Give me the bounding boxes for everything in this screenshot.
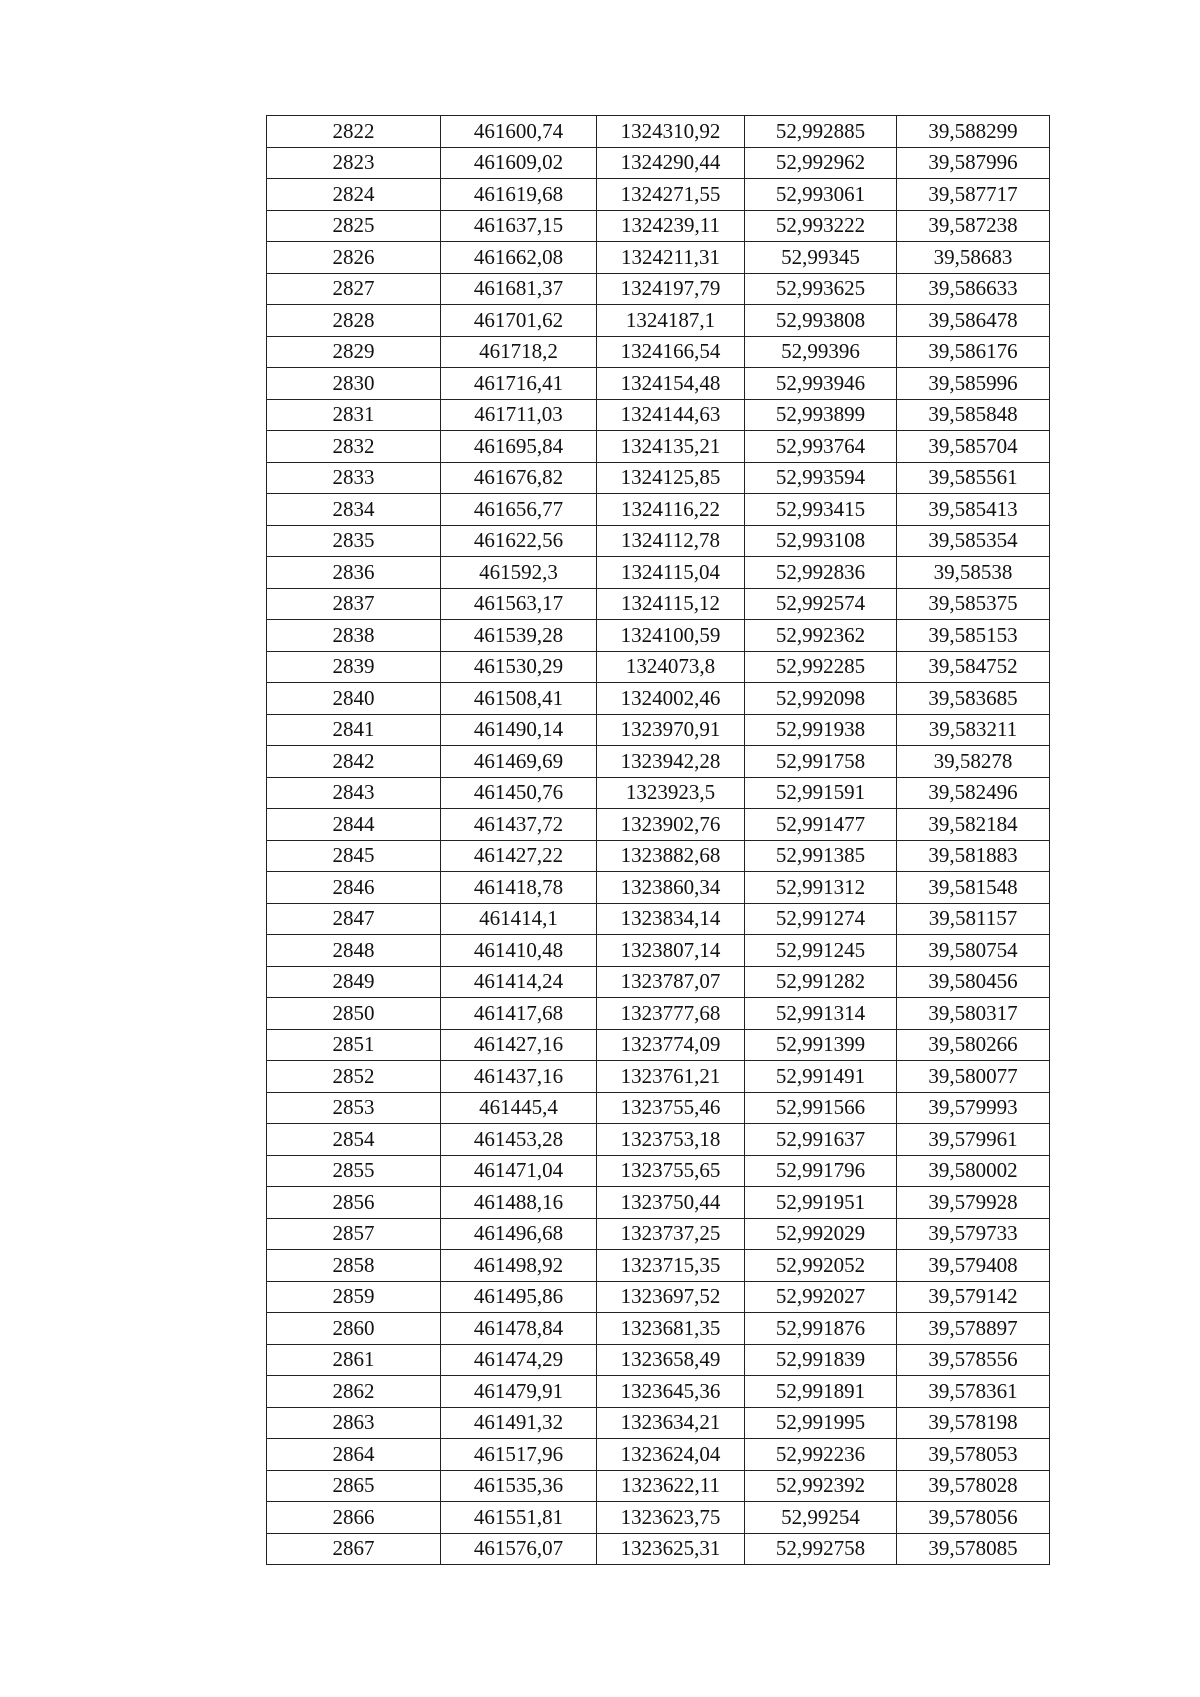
longitude-cell: 39,580077 (897, 1061, 1050, 1093)
latitude-cell: 52,991876 (745, 1313, 897, 1345)
latitude-cell: 52,993061 (745, 179, 897, 211)
point-number-cell: 2860 (267, 1313, 441, 1345)
y-coordinate-cell: 1323902,76 (597, 809, 745, 841)
latitude-cell: 52,992285 (745, 651, 897, 683)
latitude-cell: 52,993764 (745, 431, 897, 463)
point-number-cell: 2830 (267, 368, 441, 400)
x-coordinate-cell: 461495,86 (441, 1281, 597, 1313)
longitude-cell: 39,58538 (897, 557, 1050, 589)
x-coordinate-cell: 461619,68 (441, 179, 597, 211)
table-row (267, 935, 1050, 967)
latitude-cell: 52,992098 (745, 683, 897, 715)
latitude-cell: 52,992362 (745, 620, 897, 652)
y-coordinate-cell: 1323750,44 (597, 1187, 745, 1219)
table-row (267, 1313, 1050, 1345)
table-row (267, 399, 1050, 431)
longitude-cell: 39,580002 (897, 1155, 1050, 1187)
table-row (267, 620, 1050, 652)
y-coordinate-cell: 1323634,21 (597, 1407, 745, 1439)
latitude-cell: 52,991491 (745, 1061, 897, 1093)
longitude-cell: 39,58683 (897, 242, 1050, 274)
y-coordinate-cell: 1324239,11 (597, 210, 745, 242)
point-number-cell: 2859 (267, 1281, 441, 1313)
longitude-cell: 39,580754 (897, 935, 1050, 967)
latitude-cell: 52,992027 (745, 1281, 897, 1313)
table-row (267, 1092, 1050, 1124)
latitude-cell: 52,991839 (745, 1344, 897, 1376)
point-number-cell: 2832 (267, 431, 441, 463)
longitude-cell: 39,578556 (897, 1344, 1050, 1376)
longitude-cell: 39,585704 (897, 431, 1050, 463)
y-coordinate-cell: 1324073,8 (597, 651, 745, 683)
x-coordinate-cell: 461410,48 (441, 935, 597, 967)
point-number-cell: 2857 (267, 1218, 441, 1250)
latitude-cell: 52,991399 (745, 1029, 897, 1061)
latitude-cell: 52,99345 (745, 242, 897, 274)
latitude-cell: 52,991282 (745, 966, 897, 998)
longitude-cell: 39,578053 (897, 1439, 1050, 1471)
longitude-cell: 39,582496 (897, 777, 1050, 809)
point-number-cell: 2845 (267, 840, 441, 872)
table-row (267, 494, 1050, 526)
latitude-cell: 52,993222 (745, 210, 897, 242)
latitude-cell: 52,992052 (745, 1250, 897, 1282)
x-coordinate-cell: 461609,02 (441, 147, 597, 179)
point-number-cell: 2831 (267, 399, 441, 431)
table-row (267, 840, 1050, 872)
longitude-cell: 39,588299 (897, 116, 1050, 148)
table-row (267, 1061, 1050, 1093)
coordinates-table-body (267, 116, 1050, 1565)
longitude-cell: 39,585413 (897, 494, 1050, 526)
point-number-cell: 2843 (267, 777, 441, 809)
longitude-cell: 39,586478 (897, 305, 1050, 337)
x-coordinate-cell: 461417,68 (441, 998, 597, 1030)
x-coordinate-cell: 461676,82 (441, 462, 597, 494)
point-number-cell: 2858 (267, 1250, 441, 1282)
x-coordinate-cell: 461490,14 (441, 714, 597, 746)
point-number-cell: 2850 (267, 998, 441, 1030)
point-number-cell: 2865 (267, 1470, 441, 1502)
longitude-cell: 39,581157 (897, 903, 1050, 935)
table-row (267, 777, 1050, 809)
table-row (267, 1218, 1050, 1250)
table-row (267, 431, 1050, 463)
table-row (267, 210, 1050, 242)
x-coordinate-cell: 461508,41 (441, 683, 597, 715)
x-coordinate-cell: 461681,37 (441, 273, 597, 305)
table-row (267, 1376, 1050, 1408)
x-coordinate-cell: 461471,04 (441, 1155, 597, 1187)
table-row (267, 966, 1050, 998)
latitude-cell: 52,991951 (745, 1187, 897, 1219)
latitude-cell: 52,992574 (745, 588, 897, 620)
x-coordinate-cell: 461716,41 (441, 368, 597, 400)
table-row (267, 242, 1050, 274)
point-number-cell: 2839 (267, 651, 441, 683)
longitude-cell: 39,587996 (897, 147, 1050, 179)
x-coordinate-cell: 461414,1 (441, 903, 597, 935)
table-row (267, 1533, 1050, 1565)
y-coordinate-cell: 1324116,22 (597, 494, 745, 526)
x-coordinate-cell: 461478,84 (441, 1313, 597, 1345)
x-coordinate-cell: 461445,4 (441, 1092, 597, 1124)
longitude-cell: 39,580456 (897, 966, 1050, 998)
table-row (267, 1502, 1050, 1534)
x-coordinate-cell: 461414,24 (441, 966, 597, 998)
table-row (267, 588, 1050, 620)
x-coordinate-cell: 461437,16 (441, 1061, 597, 1093)
y-coordinate-cell: 1323737,25 (597, 1218, 745, 1250)
table-row (267, 1187, 1050, 1219)
point-number-cell: 2855 (267, 1155, 441, 1187)
latitude-cell: 52,991314 (745, 998, 897, 1030)
longitude-cell: 39,578897 (897, 1313, 1050, 1345)
x-coordinate-cell: 461418,78 (441, 872, 597, 904)
latitude-cell: 52,993808 (745, 305, 897, 337)
latitude-cell: 52,991566 (745, 1092, 897, 1124)
latitude-cell: 52,992836 (745, 557, 897, 589)
point-number-cell: 2867 (267, 1533, 441, 1565)
y-coordinate-cell: 1323697,52 (597, 1281, 745, 1313)
y-coordinate-cell: 1323777,68 (597, 998, 745, 1030)
x-coordinate-cell: 461695,84 (441, 431, 597, 463)
y-coordinate-cell: 1324271,55 (597, 179, 745, 211)
x-coordinate-cell: 461450,76 (441, 777, 597, 809)
latitude-cell: 52,993625 (745, 273, 897, 305)
y-coordinate-cell: 1324187,1 (597, 305, 745, 337)
y-coordinate-cell: 1324310,92 (597, 116, 745, 148)
x-coordinate-cell: 461491,32 (441, 1407, 597, 1439)
point-number-cell: 2849 (267, 966, 441, 998)
x-coordinate-cell: 461453,28 (441, 1124, 597, 1156)
x-coordinate-cell: 461427,16 (441, 1029, 597, 1061)
longitude-cell: 39,579408 (897, 1250, 1050, 1282)
y-coordinate-cell: 1324002,46 (597, 683, 745, 715)
latitude-cell: 52,992962 (745, 147, 897, 179)
table-row (267, 1124, 1050, 1156)
x-coordinate-cell: 461718,2 (441, 336, 597, 368)
point-number-cell: 2825 (267, 210, 441, 242)
y-coordinate-cell: 1324112,78 (597, 525, 745, 557)
point-number-cell: 2838 (267, 620, 441, 652)
longitude-cell: 39,582184 (897, 809, 1050, 841)
table-row (267, 746, 1050, 778)
longitude-cell: 39,578085 (897, 1533, 1050, 1565)
y-coordinate-cell: 1324166,54 (597, 336, 745, 368)
point-number-cell: 2822 (267, 116, 441, 148)
y-coordinate-cell: 1323715,35 (597, 1250, 745, 1282)
y-coordinate-cell: 1323658,49 (597, 1344, 745, 1376)
y-coordinate-cell: 1323807,14 (597, 935, 745, 967)
longitude-cell: 39,579961 (897, 1124, 1050, 1156)
point-number-cell: 2827 (267, 273, 441, 305)
y-coordinate-cell: 1323774,09 (597, 1029, 745, 1061)
y-coordinate-cell: 1323645,36 (597, 1376, 745, 1408)
y-coordinate-cell: 1323755,65 (597, 1155, 745, 1187)
longitude-cell: 39,579928 (897, 1187, 1050, 1219)
x-coordinate-cell: 461662,08 (441, 242, 597, 274)
table-row (267, 903, 1050, 935)
latitude-cell: 52,991274 (745, 903, 897, 935)
latitude-cell: 52,992029 (745, 1218, 897, 1250)
point-number-cell: 2833 (267, 462, 441, 494)
point-number-cell: 2848 (267, 935, 441, 967)
point-number-cell: 2844 (267, 809, 441, 841)
latitude-cell: 52,993899 (745, 399, 897, 431)
longitude-cell: 39,578028 (897, 1470, 1050, 1502)
y-coordinate-cell: 1323860,34 (597, 872, 745, 904)
table-row (267, 462, 1050, 494)
y-coordinate-cell: 1324115,04 (597, 557, 745, 589)
table-row (267, 179, 1050, 211)
y-coordinate-cell: 1323787,07 (597, 966, 745, 998)
y-coordinate-cell: 1323882,68 (597, 840, 745, 872)
x-coordinate-cell: 461488,16 (441, 1187, 597, 1219)
y-coordinate-cell: 1323623,75 (597, 1502, 745, 1534)
point-number-cell: 2836 (267, 557, 441, 589)
longitude-cell: 39,583685 (897, 683, 1050, 715)
point-number-cell: 2829 (267, 336, 441, 368)
point-number-cell: 2842 (267, 746, 441, 778)
latitude-cell: 52,99396 (745, 336, 897, 368)
longitude-cell: 39,578361 (897, 1376, 1050, 1408)
latitude-cell: 52,991477 (745, 809, 897, 841)
x-coordinate-cell: 461530,29 (441, 651, 597, 683)
point-number-cell: 2837 (267, 588, 441, 620)
latitude-cell: 52,991891 (745, 1376, 897, 1408)
latitude-cell: 52,991385 (745, 840, 897, 872)
latitude-cell: 52,993108 (745, 525, 897, 557)
y-coordinate-cell: 1324197,79 (597, 273, 745, 305)
longitude-cell: 39,585153 (897, 620, 1050, 652)
table-row (267, 1344, 1050, 1376)
latitude-cell: 52,992885 (745, 116, 897, 148)
point-number-cell: 2856 (267, 1187, 441, 1219)
latitude-cell: 52,991312 (745, 872, 897, 904)
table-row (267, 872, 1050, 904)
point-number-cell: 2866 (267, 1502, 441, 1534)
x-coordinate-cell: 461498,92 (441, 1250, 597, 1282)
longitude-cell: 39,586176 (897, 336, 1050, 368)
x-coordinate-cell: 461539,28 (441, 620, 597, 652)
table-row (267, 116, 1050, 148)
longitude-cell: 39,583211 (897, 714, 1050, 746)
longitude-cell: 39,579993 (897, 1092, 1050, 1124)
y-coordinate-cell: 1323755,46 (597, 1092, 745, 1124)
point-number-cell: 2864 (267, 1439, 441, 1471)
y-coordinate-cell: 1324115,12 (597, 588, 745, 620)
coordinates-table (266, 115, 1050, 1565)
x-coordinate-cell: 461535,36 (441, 1470, 597, 1502)
y-coordinate-cell: 1323761,21 (597, 1061, 745, 1093)
y-coordinate-cell: 1323624,04 (597, 1439, 745, 1471)
x-coordinate-cell: 461427,22 (441, 840, 597, 872)
table-row (267, 651, 1050, 683)
x-coordinate-cell: 461479,91 (441, 1376, 597, 1408)
latitude-cell: 52,992236 (745, 1439, 897, 1471)
y-coordinate-cell: 1323625,31 (597, 1533, 745, 1565)
longitude-cell: 39,58278 (897, 746, 1050, 778)
y-coordinate-cell: 1323622,11 (597, 1470, 745, 1502)
x-coordinate-cell: 461517,96 (441, 1439, 597, 1471)
x-coordinate-cell: 461563,17 (441, 588, 597, 620)
longitude-cell: 39,585996 (897, 368, 1050, 400)
point-number-cell: 2834 (267, 494, 441, 526)
latitude-cell: 52,991637 (745, 1124, 897, 1156)
x-coordinate-cell: 461469,69 (441, 746, 597, 778)
x-coordinate-cell: 461576,07 (441, 1533, 597, 1565)
table-row (267, 305, 1050, 337)
latitude-cell: 52,99254 (745, 1502, 897, 1534)
x-coordinate-cell: 461474,29 (441, 1344, 597, 1376)
x-coordinate-cell: 461592,3 (441, 557, 597, 589)
table-row (267, 998, 1050, 1030)
point-number-cell: 2852 (267, 1061, 441, 1093)
latitude-cell: 52,992758 (745, 1533, 897, 1565)
x-coordinate-cell: 461622,56 (441, 525, 597, 557)
point-number-cell: 2854 (267, 1124, 441, 1156)
point-number-cell: 2826 (267, 242, 441, 274)
table-row (267, 1029, 1050, 1061)
point-number-cell: 2841 (267, 714, 441, 746)
y-coordinate-cell: 1323942,28 (597, 746, 745, 778)
table-row (267, 336, 1050, 368)
longitude-cell: 39,585848 (897, 399, 1050, 431)
x-coordinate-cell: 461637,15 (441, 210, 597, 242)
longitude-cell: 39,584752 (897, 651, 1050, 683)
y-coordinate-cell: 1323753,18 (597, 1124, 745, 1156)
latitude-cell: 52,991796 (745, 1155, 897, 1187)
y-coordinate-cell: 1324290,44 (597, 147, 745, 179)
point-number-cell: 2835 (267, 525, 441, 557)
latitude-cell: 52,991758 (745, 746, 897, 778)
table-row (267, 683, 1050, 715)
longitude-cell: 39,578056 (897, 1502, 1050, 1534)
point-number-cell: 2846 (267, 872, 441, 904)
point-number-cell: 2824 (267, 179, 441, 211)
table-row (267, 147, 1050, 179)
table-row (267, 1155, 1050, 1187)
longitude-cell: 39,579733 (897, 1218, 1050, 1250)
table-row (267, 368, 1050, 400)
longitude-cell: 39,586633 (897, 273, 1050, 305)
latitude-cell: 52,991938 (745, 714, 897, 746)
y-coordinate-cell: 1324100,59 (597, 620, 745, 652)
longitude-cell: 39,579142 (897, 1281, 1050, 1313)
point-number-cell: 2863 (267, 1407, 441, 1439)
point-number-cell: 2840 (267, 683, 441, 715)
longitude-cell: 39,578198 (897, 1407, 1050, 1439)
longitude-cell: 39,580266 (897, 1029, 1050, 1061)
point-number-cell: 2862 (267, 1376, 441, 1408)
longitude-cell: 39,580317 (897, 998, 1050, 1030)
point-number-cell: 2861 (267, 1344, 441, 1376)
latitude-cell: 52,993594 (745, 462, 897, 494)
latitude-cell: 52,993946 (745, 368, 897, 400)
x-coordinate-cell: 461496,68 (441, 1218, 597, 1250)
longitude-cell: 39,587238 (897, 210, 1050, 242)
table-row (267, 1439, 1050, 1471)
latitude-cell: 52,991245 (745, 935, 897, 967)
latitude-cell: 52,993415 (745, 494, 897, 526)
y-coordinate-cell: 1323681,35 (597, 1313, 745, 1345)
longitude-cell: 39,585354 (897, 525, 1050, 557)
longitude-cell: 39,581548 (897, 872, 1050, 904)
y-coordinate-cell: 1324154,48 (597, 368, 745, 400)
table-row (267, 714, 1050, 746)
point-number-cell: 2828 (267, 305, 441, 337)
point-number-cell: 2847 (267, 903, 441, 935)
point-number-cell: 2853 (267, 1092, 441, 1124)
longitude-cell: 39,585561 (897, 462, 1050, 494)
x-coordinate-cell: 461437,72 (441, 809, 597, 841)
y-coordinate-cell: 1324144,63 (597, 399, 745, 431)
longitude-cell: 39,587717 (897, 179, 1050, 211)
table-row (267, 809, 1050, 841)
y-coordinate-cell: 1323834,14 (597, 903, 745, 935)
y-coordinate-cell: 1324125,85 (597, 462, 745, 494)
y-coordinate-cell: 1324135,21 (597, 431, 745, 463)
longitude-cell: 39,581883 (897, 840, 1050, 872)
point-number-cell: 2823 (267, 147, 441, 179)
table-row (267, 1250, 1050, 1282)
y-coordinate-cell: 1323970,91 (597, 714, 745, 746)
table-row (267, 1281, 1050, 1313)
point-number-cell: 2851 (267, 1029, 441, 1061)
longitude-cell: 39,585375 (897, 588, 1050, 620)
x-coordinate-cell: 461701,62 (441, 305, 597, 337)
y-coordinate-cell: 1324211,31 (597, 242, 745, 274)
x-coordinate-cell: 461656,77 (441, 494, 597, 526)
table-row (267, 273, 1050, 305)
x-coordinate-cell: 461600,74 (441, 116, 597, 148)
x-coordinate-cell: 461711,03 (441, 399, 597, 431)
latitude-cell: 52,992392 (745, 1470, 897, 1502)
x-coordinate-cell: 461551,81 (441, 1502, 597, 1534)
table-row (267, 525, 1050, 557)
latitude-cell: 52,991591 (745, 777, 897, 809)
table-row (267, 1407, 1050, 1439)
table-row (267, 1470, 1050, 1502)
table-row (267, 557, 1050, 589)
y-coordinate-cell: 1323923,5 (597, 777, 745, 809)
latitude-cell: 52,991995 (745, 1407, 897, 1439)
